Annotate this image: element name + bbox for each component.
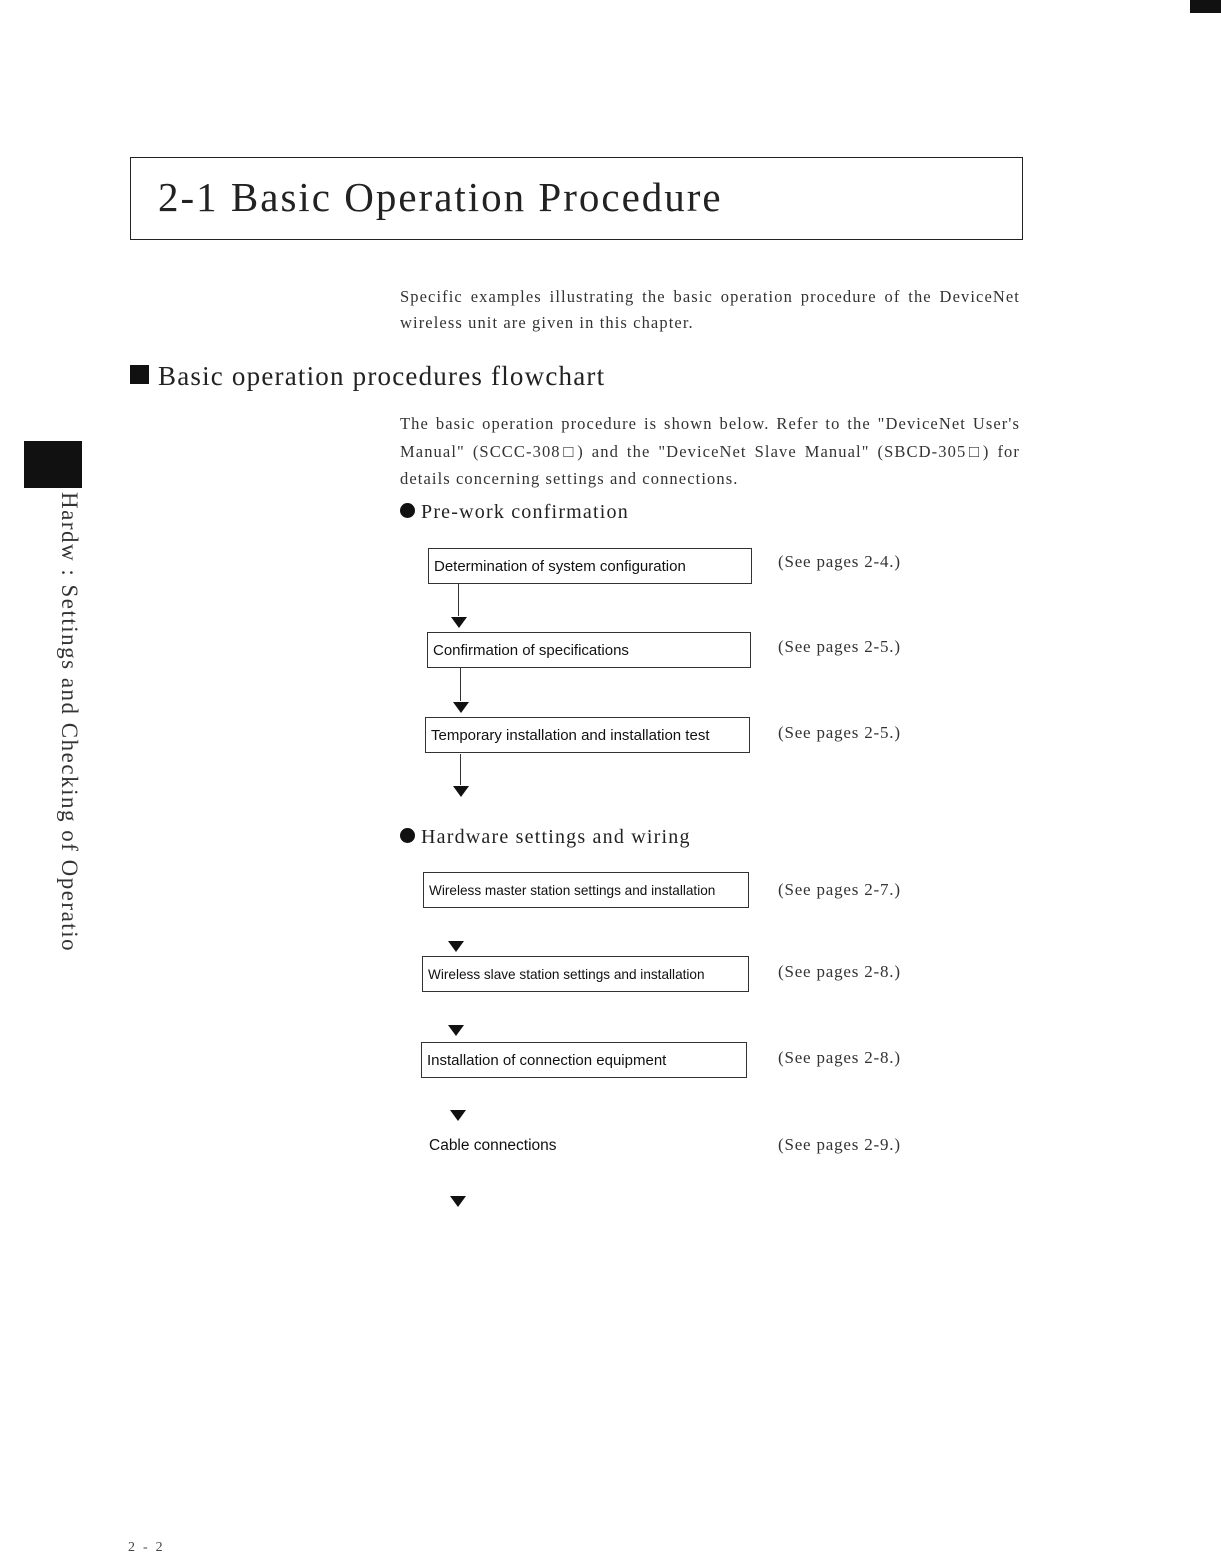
section-heading-text: Basic operation procedures flowchart (158, 361, 606, 391)
flow-step-box: Wireless slave station settings and installation (422, 956, 749, 992)
arrow-down-icon (453, 786, 469, 797)
arrow-down-icon (450, 1110, 466, 1121)
page-reference: (See pages 2-5.) (778, 637, 901, 656)
flow-step-box: Installation of connection equipment (421, 1042, 747, 1078)
corner-page-marker (1190, 0, 1221, 13)
flow-step-box: Determination of system configuration (428, 548, 752, 584)
page-number: 2-2 (128, 1540, 171, 1555)
flow-step-box: Temporary installation and installation test (425, 717, 750, 753)
page-reference: (See pages 2-8.) (778, 1048, 901, 1067)
round-bullet-icon (400, 503, 415, 518)
arrow-down-icon (453, 702, 469, 713)
flow-connector-line (460, 668, 461, 701)
intro-paragraph: Specific examples illustrating the basic operation procedure of the DeviceNet wireless unit are given in this chapter. (400, 287, 1020, 332)
page-reference: (See pages 2-5.) (778, 723, 901, 742)
flow-step-text: Cable connections (429, 1137, 557, 1154)
page-reference: (See pages 2-9.) (778, 1135, 901, 1154)
page-reference: (See pages 2-4.) (778, 552, 901, 571)
flow-connector-line (458, 584, 459, 616)
round-bullet-icon (400, 828, 415, 843)
arrow-down-icon (450, 1196, 466, 1207)
hardware-heading (400, 826, 691, 849)
chapter-side-label: Hardw : Settings and Checking of Operatio (57, 492, 82, 953)
chapter-side-tab (24, 441, 82, 488)
arrow-down-icon (448, 1025, 464, 1036)
flow-step-box: Wireless master station settings and installation (423, 872, 749, 908)
arrow-down-icon (448, 941, 464, 952)
prework-heading (400, 501, 629, 524)
square-bullet-icon (130, 365, 149, 384)
prework-heading-text: Pre-work confirmation (421, 501, 629, 523)
flow-connector-line (460, 754, 461, 785)
arrow-down-icon (451, 617, 467, 628)
page-reference: (See pages 2-7.) (778, 880, 901, 899)
flow-step-box: Confirmation of specifications (427, 632, 751, 668)
chapter-title: 2-1 Basic Operation Procedure (158, 174, 723, 220)
section-heading (130, 361, 605, 392)
page-reference: (See pages 2-8.) (778, 962, 901, 981)
hardware-heading-text: Hardware settings and wiring (421, 826, 691, 848)
section-paragraph: The basic operation procedure is shown below. Refer to the "DeviceNet User's Manual" (SCCC-308□) and the "DeviceNet Slave Manual" (SBCD-305□) for details concerning settings and connections. (400, 414, 1020, 488)
